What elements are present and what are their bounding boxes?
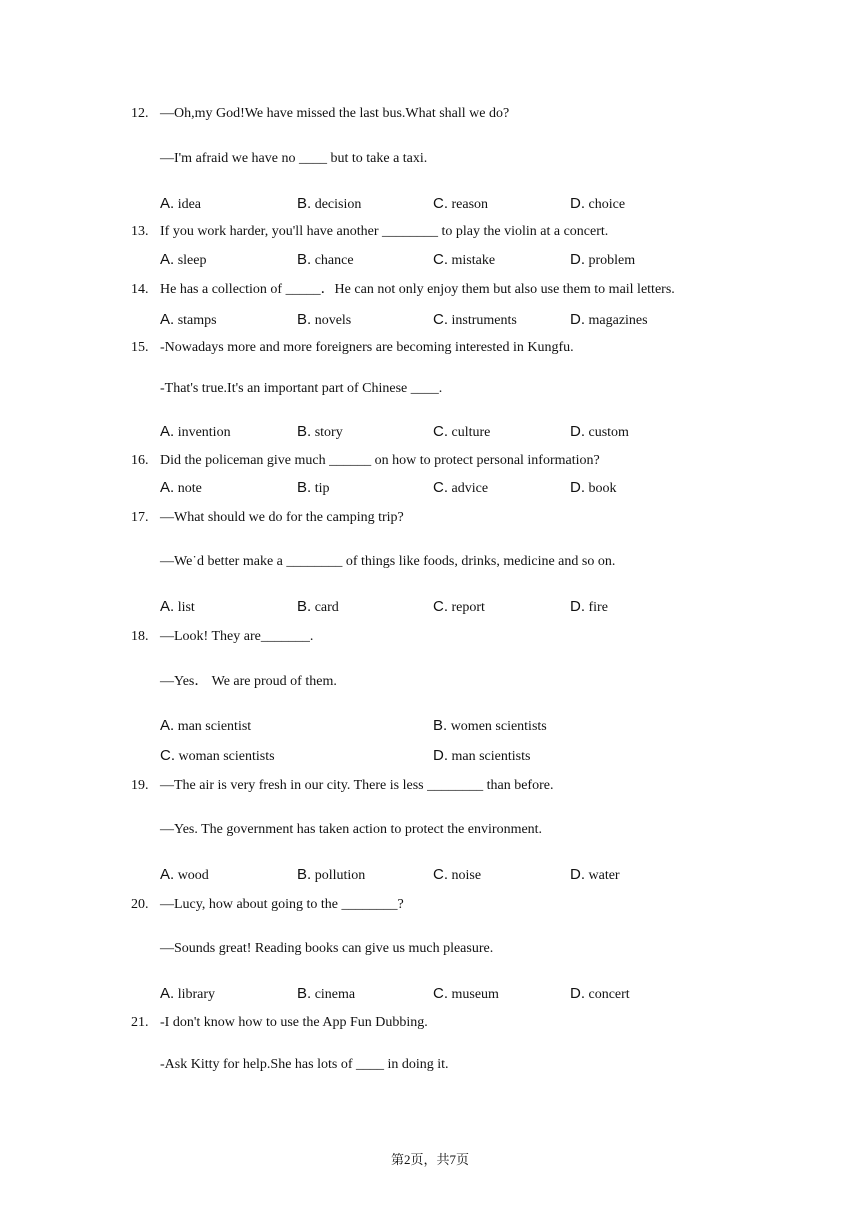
option-text: problem (588, 253, 636, 268)
question-line: —Oh,my God!We have missed the last bus.What shall we do? (160, 106, 510, 121)
option-b (297, 423, 343, 442)
option-letter: C. (433, 598, 448, 615)
option-letter: D. (570, 866, 585, 883)
option-text: list (177, 600, 195, 615)
option-letter: A. (160, 251, 175, 268)
question-number: 20. (131, 897, 149, 912)
option-a (160, 479, 202, 498)
question-line: —Look! They are_______. (160, 629, 314, 644)
question-line: —Yes. The government has taken action to protect the environment. (160, 822, 543, 837)
option-text: library (177, 987, 216, 1002)
option-text: stamps (177, 313, 217, 328)
option-c (433, 598, 485, 617)
option-text: story (314, 425, 343, 440)
option-text: woman scientists (178, 749, 275, 764)
option-letter: C. (160, 747, 175, 764)
question-number: 21. (131, 1015, 149, 1030)
option-letter: A. (160, 311, 175, 328)
option-text: water (588, 868, 620, 883)
question-line: —I'm afraid we have no ____ but to take a taxi. (160, 151, 428, 166)
option-c (160, 747, 275, 766)
option-text: culture (451, 425, 491, 440)
option-letter: C. (433, 423, 448, 440)
option-text: custom (588, 425, 629, 440)
option-d (570, 423, 629, 442)
option-text: women scientists (450, 719, 547, 734)
option-b (297, 311, 351, 330)
question-line: -That's true.It's an important part of Chinese ____. (160, 381, 443, 396)
option-text: concert (588, 987, 630, 1002)
option-b (297, 251, 354, 270)
question-number: 19. (131, 778, 149, 793)
option-letter: C. (433, 251, 448, 268)
option-a (160, 866, 209, 885)
question-number: 18. (131, 629, 149, 644)
option-d (570, 866, 620, 885)
question-number: 15. (131, 340, 149, 355)
option-c (433, 311, 517, 330)
option-letter: C. (433, 866, 448, 883)
option-letter: A. (160, 195, 175, 212)
option-letter: B. (297, 423, 312, 440)
question-number: 12. (131, 106, 149, 121)
option-text: report (451, 600, 485, 615)
option-letter: D. (570, 423, 585, 440)
option-letter: B. (297, 985, 312, 1002)
option-c (433, 195, 488, 214)
option-text: fire (588, 600, 608, 615)
option-text: novels (314, 313, 352, 328)
option-d (570, 985, 630, 1004)
option-c (433, 251, 495, 270)
option-c (433, 866, 481, 885)
option-letter: B. (297, 479, 312, 496)
option-text: magazines (588, 313, 648, 328)
option-d (570, 311, 648, 330)
option-text: tip (314, 481, 330, 496)
option-d (433, 747, 530, 766)
question-number: 14. (131, 282, 149, 297)
option-d (570, 251, 635, 270)
option-letter: D. (433, 747, 448, 764)
option-letter: D. (570, 598, 585, 615)
option-text: choice (588, 197, 626, 212)
question-number: 16. (131, 453, 149, 468)
option-letter: B. (297, 311, 312, 328)
option-letter: D. (570, 195, 585, 212)
question-line: If you work harder, you'll have another ________ to play the violin at a concert. (160, 224, 609, 239)
option-text: reason (451, 197, 489, 212)
option-text: chance (314, 253, 354, 268)
option-c (433, 985, 499, 1004)
option-a (160, 717, 251, 736)
option-a (160, 598, 195, 617)
question-number: 17. (131, 510, 149, 525)
question-line: He has a collection of _____．He can not only enjoy them but also use them to mail letters. (160, 282, 675, 297)
option-text: note (177, 481, 202, 496)
option-letter: A. (160, 985, 175, 1002)
option-b (297, 479, 329, 498)
option-text: book (588, 481, 617, 496)
option-text: man scientist (177, 719, 252, 734)
question-line: —Yes． We are proud of them. (160, 674, 337, 689)
option-text: decision (314, 197, 362, 212)
page-footer: 第2页，共7页 (390, 1152, 469, 1167)
option-text: man scientists (451, 749, 531, 764)
question-number: 13. (131, 224, 149, 239)
option-c (433, 479, 488, 498)
option-letter: C. (433, 479, 448, 496)
question-line: —Sounds great! Reading books can give us much pleasure. (160, 941, 494, 956)
option-letter: C. (433, 311, 448, 328)
option-letter: D. (570, 311, 585, 328)
option-text: wood (177, 868, 209, 883)
question-line: -Nowadays more and more foreigners are becoming interested in Kungfu. (160, 340, 574, 355)
option-b (297, 598, 339, 617)
option-letter: B. (297, 251, 312, 268)
option-text: museum (451, 987, 499, 1002)
option-a (160, 423, 231, 442)
question-line: —The air is very fresh in our city. There is less ________ than before. (160, 778, 554, 793)
question-line: —We˙d better make a ________ of things like foods, drinks, medicine and so on. (160, 554, 616, 569)
option-d (570, 195, 625, 214)
option-text: card (314, 600, 339, 615)
question-line: Did the policeman give much ______ on how to protect personal information? (160, 453, 600, 468)
option-a (160, 251, 206, 270)
option-d (570, 598, 608, 617)
option-b (297, 195, 361, 214)
option-a (160, 195, 201, 214)
option-text: cinema (314, 987, 356, 1002)
question-line: -I don't know how to use the App Fun Dubbing. (160, 1015, 428, 1030)
option-text: sleep (177, 253, 207, 268)
option-letter: A. (160, 598, 175, 615)
option-b (297, 866, 365, 885)
option-letter: B. (297, 866, 312, 883)
option-a (160, 311, 217, 330)
option-a (160, 985, 215, 1004)
option-text: pollution (314, 868, 366, 883)
option-letter: C. (433, 985, 448, 1002)
option-text: invention (177, 425, 231, 440)
option-d (570, 479, 617, 498)
option-letter: D. (570, 251, 585, 268)
option-letter: A. (160, 423, 175, 440)
option-letter: D. (570, 985, 585, 1002)
question-line: —What should we do for the camping trip? (160, 510, 404, 525)
option-text: noise (451, 868, 482, 883)
option-letter: B. (297, 598, 312, 615)
option-letter: B. (433, 717, 448, 734)
option-text: mistake (451, 253, 496, 268)
option-text: advice (451, 481, 489, 496)
option-letter: B. (297, 195, 312, 212)
option-b (433, 717, 547, 736)
option-letter: A. (160, 866, 175, 883)
option-letter: D. (570, 479, 585, 496)
option-text: instruments (451, 313, 517, 328)
question-line: -Ask Kitty for help.She has lots of ____ in doing it. (160, 1057, 449, 1072)
option-c (433, 423, 490, 442)
question-line: —Lucy, how about going to the ________? (160, 897, 404, 912)
option-text: idea (177, 197, 202, 212)
option-letter: C. (433, 195, 448, 212)
option-letter: A. (160, 717, 175, 734)
option-b (297, 985, 355, 1004)
option-letter: A. (160, 479, 175, 496)
